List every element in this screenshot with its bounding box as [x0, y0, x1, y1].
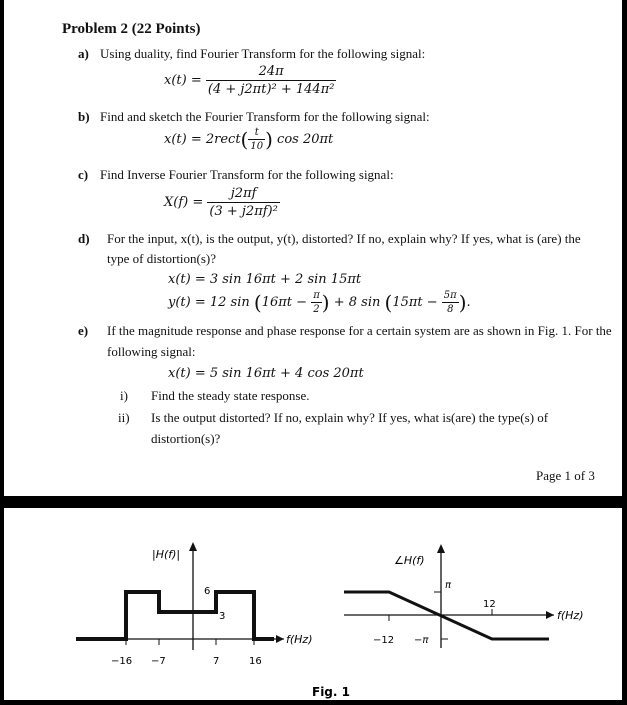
mag-tick-label-7: 7	[213, 656, 220, 667]
5pi-over-8-fraction	[442, 290, 459, 315]
eq2-part-c: + 8 sin	[333, 295, 381, 310]
part-b-denominator: 10	[250, 141, 264, 152]
eq2-part-a: y(t) = 12 sin	[168, 295, 250, 310]
part-c-fraction	[207, 186, 279, 219]
part-b-numerator: t	[248, 127, 265, 140]
part-a-label: a)	[78, 46, 89, 61]
figure-caption: Fig. 1	[312, 685, 350, 699]
mag-y-arrow	[189, 542, 197, 551]
part-c-numerator: j2πf	[207, 186, 279, 203]
part-d-input-equation: x(t) = 3 sin 16πt + 2 sin 15πt	[168, 272, 362, 287]
part-e-label: e)	[78, 323, 89, 338]
part-e-sub-i-label: i)	[120, 388, 128, 403]
part-a-equation	[164, 64, 336, 97]
phase-x-arrow	[546, 611, 554, 619]
part-a-lhs: x(t) =	[164, 73, 202, 88]
paren: (	[384, 290, 393, 315]
part-b-text: Find and sketch the Fourier Transform for the following signal:	[100, 109, 430, 124]
magnitude-curve	[76, 592, 274, 639]
part-c-denominator: (3 + j2πf)²	[209, 204, 278, 219]
part-d-label: d)	[78, 231, 90, 246]
mag-level-6: 6	[204, 586, 211, 597]
page-number: Page 1 of 3	[536, 468, 595, 483]
part-b-label: b)	[78, 109, 90, 124]
part-c-text: Find Inverse Fourier Transform for the following signal:	[100, 167, 394, 182]
mag-tick-label-neg7: −7	[151, 656, 166, 667]
pi-over-2-fraction	[311, 290, 322, 315]
phase-tick-label-12: 12	[483, 599, 496, 610]
phase-y-arrow	[437, 544, 445, 553]
mag-xlabel: f(Hz)	[286, 633, 313, 646]
document-page-1	[4, 0, 622, 496]
eq2-part-d: 15πt −	[392, 295, 438, 310]
part-e-sub-ii-label: ii)	[118, 410, 130, 425]
part-e-sub-ii-line2: distortion(s)?	[151, 431, 221, 446]
pi-den: 8	[447, 304, 454, 315]
mag-level-3: 3	[219, 611, 226, 622]
part-c-label: c)	[78, 167, 89, 182]
problem-title: Problem 2 (22 Points)	[62, 21, 201, 37]
pi-num: 5π	[443, 290, 457, 301]
part-b-equation	[164, 127, 333, 152]
right-paren: )	[265, 127, 273, 152]
mag-tick-label-neg16: −16	[111, 656, 133, 667]
magnitude-plot	[76, 542, 313, 667]
part-e-text-line1: If the magnitude response and phase response for a certain system are as shown in Fig. 1. For the	[107, 323, 612, 338]
pi-num: π	[313, 290, 320, 301]
phase-pi-label: π	[445, 580, 452, 591]
part-d-text-line2: type of distortion(s)?	[107, 251, 217, 266]
eq2-period: .	[466, 295, 471, 310]
mag-x-arrow	[276, 635, 284, 643]
part-b-fraction	[248, 127, 265, 152]
mag-ylabel: |H(f)|	[152, 548, 181, 561]
part-e-equation: x(t) = 5 sin 16πt + 4 cos 20πt	[168, 366, 364, 381]
part-d-output-equation	[168, 290, 471, 315]
part-a-denominator: (4 + j2πt)² + 144π²	[207, 82, 335, 97]
part-b-rhs: cos 20πt	[277, 132, 334, 147]
pi-den: 2	[313, 304, 320, 315]
part-e-text-line2: following signal:	[107, 344, 196, 359]
document-page-2-figure	[4, 508, 622, 700]
phase-plot	[344, 544, 584, 648]
part-a-text: Using duality, find Fourier Transform for the following signal:	[100, 46, 426, 61]
part-a-fraction	[206, 64, 337, 97]
paren: )	[321, 290, 330, 315]
paren: )	[458, 290, 467, 315]
phase-xlabel: f(Hz)	[557, 609, 584, 622]
figure-1-plots	[4, 508, 622, 700]
phase-tick-label-neg12: −12	[373, 635, 395, 646]
part-c-lhs: X(f) =	[164, 195, 204, 210]
phase-neg-pi-label: −π	[414, 635, 429, 646]
mag-tick-label-16: 16	[249, 656, 262, 667]
part-c-equation	[164, 186, 280, 219]
part-d-text-line1: For the input, x(t), is the output, y(t), distorted? If no, explain why? If yes, what is (are) the	[107, 231, 581, 246]
part-e-sub-ii-line1: Is the output distorted? If no, explain why? If yes, what is(are) the type(s) of	[151, 410, 549, 425]
part-e-sub-i-text: Find the steady state response.	[151, 388, 310, 403]
part-b-lhs: x(t) = 2rect	[164, 132, 241, 147]
part-a-numerator: 24π	[206, 64, 337, 81]
phase-ylabel: ∠H(f)	[394, 554, 425, 567]
left-paren: (	[240, 127, 249, 152]
eq2-part-b: 16πt −	[261, 295, 308, 310]
paren: (	[253, 290, 262, 315]
